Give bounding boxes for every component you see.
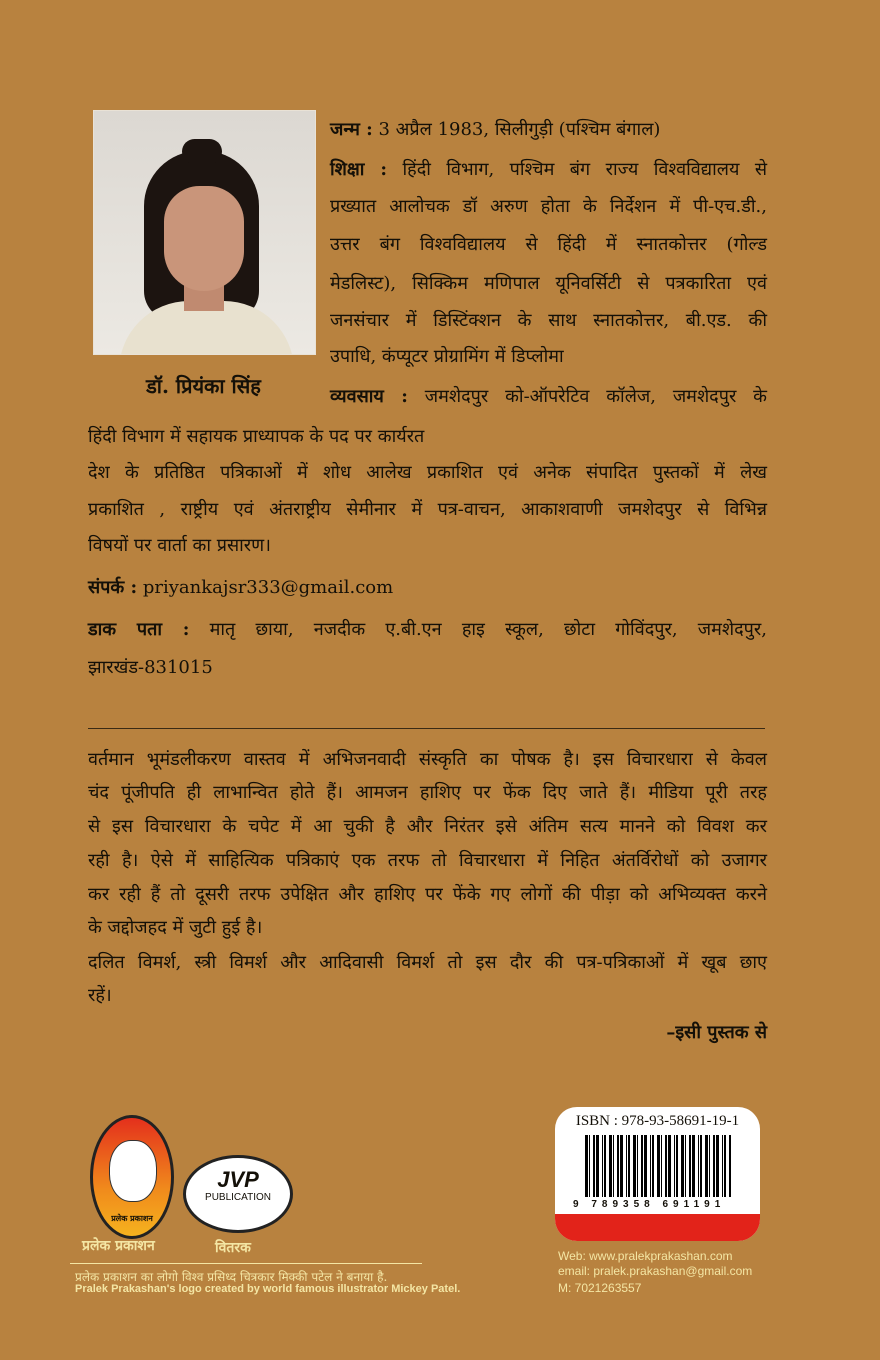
barcode-bar xyxy=(674,1135,675,1197)
barcode-bar xyxy=(689,1135,691,1197)
publisher-email: email: pralek.prakashan@gmail.com xyxy=(558,1264,753,1278)
barcode-bar xyxy=(692,1135,695,1197)
bio-line: हिंदी विभाग में सहायक प्राध्यापक के पद पर कार्यरत xyxy=(88,426,425,447)
barcode-bar xyxy=(637,1135,638,1197)
publisher-mobile: M: 7021263557 xyxy=(558,1281,642,1295)
barcode-bar xyxy=(729,1135,731,1197)
distributor-caption: वितरक xyxy=(215,1240,251,1256)
footer-english: Pralek Prakashan's logo created by world famous illustrator Mickey Patel. xyxy=(75,1283,461,1295)
barcode-bar xyxy=(620,1135,623,1197)
bio-birth: जन्म : 3 अप्रैल 1983, सिलीगुड़ी (पश्चिम बंगाल) xyxy=(330,119,661,140)
bio-line: उत्तर बंग विश्वविद्यालय से हिंदी में स्नातकोत्तर (गोल्ड xyxy=(330,234,767,255)
excerpt-line: रहें। xyxy=(88,985,112,1006)
excerpt-line: वर्तमान भूमंडलीकरण वास्तव में अभिजनवादी संस्कृति का पोषक है। इस विचारधारा से केवल xyxy=(88,749,767,770)
barcode-bar xyxy=(724,1135,726,1197)
bio-line: प्रकाशित , राष्ट्रीय एवं अंतराष्ट्रीय सेमीनार में पत्र-वाचन, आकाशवाणी जमशेदपुर से विभिन्न xyxy=(88,499,767,520)
isbn-barcode xyxy=(555,1107,760,1241)
bio-contact: संपर्क : priyankajsr333@gmail.com xyxy=(88,577,394,598)
barcode-bar xyxy=(650,1135,651,1197)
barcode-digits: 9 789358 691191 xyxy=(573,1199,726,1210)
excerpt-line: कर रही हैं तो दूसरी तरफ उपेक्षित और हाशिए पर फेंके गए लोगों की पीड़ा को अभिव्यक्त करने xyxy=(88,884,767,905)
bio-line: प्रख्यात आलोचक डॉ अरुण होता के निर्देशन में पी-एच.डी., xyxy=(330,196,767,217)
barcode-bar xyxy=(716,1135,719,1197)
jvp-publication-logo xyxy=(183,1155,293,1233)
barcode-bar xyxy=(668,1135,671,1197)
isbn-text: ISBN : 978-93-58691-19-1 xyxy=(575,1113,740,1129)
barcode-bar xyxy=(593,1135,595,1197)
barcode-bar xyxy=(685,1135,686,1197)
excerpt-line: दलित विमर्श, स्त्री विमर्श और आदिवासी विमर्श तो इस दौर की पत्र-पत्रिकाओं में खूब छाए xyxy=(88,952,767,973)
publisher-caption: प्रलेक प्रकाशन xyxy=(82,1238,155,1254)
barcode-bar xyxy=(609,1135,612,1197)
barcode-bar xyxy=(665,1135,667,1197)
barcode-bar xyxy=(641,1135,643,1197)
bio-occupation: व्यवसाय : जमशेदपुर को-ऑपरेटिव कॉलेज, जमशेदपुर के xyxy=(330,386,767,407)
bio-line: देश के प्रतिष्ठित पत्रिकाओं में शोध आलेख प्रकाशित एवं अनेक संपादित पुस्तकों में लेख xyxy=(88,462,767,483)
barcode-bar xyxy=(681,1135,684,1197)
barcode-bar xyxy=(604,1135,606,1197)
footer-divider xyxy=(70,1263,422,1264)
barcode-bar xyxy=(705,1135,708,1197)
barcode-bars xyxy=(585,1135,731,1197)
barcode-bar xyxy=(661,1135,662,1197)
barcode-bar xyxy=(626,1135,627,1197)
bio-line: विषयों पर वार्ता का प्रसारण। xyxy=(88,535,271,556)
pralek-prakashan-logo xyxy=(90,1115,174,1239)
jvp-logo-text: JVP xyxy=(217,1167,259,1192)
barcode-bar xyxy=(613,1135,614,1197)
barcode-bar xyxy=(644,1135,647,1197)
excerpt-line: रही है। ऐसे में साहित्यिक पत्रिकाएं एक तरफ तो विचारधारा में निहित अंतर्विरोधों को उजागर xyxy=(88,850,767,871)
barcode-bar xyxy=(633,1135,636,1197)
author-photo xyxy=(93,110,316,355)
bio-line: उपाधि, कंप्यूटर प्रोग्रामिंग में डिप्लोमा xyxy=(330,346,564,367)
bio-line: जनसंचार में डिस्टिंक्शन के साथ स्नातकोत्तर, बी.एड. की xyxy=(330,310,767,331)
barcode-bar xyxy=(676,1135,678,1197)
barcode-bar xyxy=(652,1135,654,1197)
barcode-bar xyxy=(596,1135,599,1197)
bio-line: मेडलिस्ट), सिक्किम मणिपाल यूनिवर्सिटी से पत्रकारिता एवं xyxy=(330,273,767,294)
publisher-web: Web: www.pralekprakashan.com xyxy=(558,1249,733,1263)
excerpt-line: से इस विचारधारा के चपेट में आ चुकी है और निरंतर इसे अंतिम सत्य मानने को विवश कर xyxy=(88,816,767,837)
barcode-bar xyxy=(709,1135,710,1197)
excerpt-source: –इसी पुस्तक से xyxy=(666,1022,767,1043)
barcode-bar xyxy=(698,1135,699,1197)
excerpt-line: चंद पूंजीपति ही लाभान्वित होते हैं। आमजन हाशिए पर फेंक दिए जाते हैं। मीडिया पूरी तरह xyxy=(88,782,767,803)
barcode-bar xyxy=(589,1135,590,1197)
logo-figure xyxy=(109,1140,157,1202)
barcode-bar xyxy=(585,1135,588,1197)
barcode-bar xyxy=(657,1135,660,1197)
footer-hindi: प्रलेक प्रकाशन का लोगो विश्व प्रसिध्द चित्रकार मिक्की पटेल ने बनाया है. xyxy=(75,1270,388,1284)
barcode-bar xyxy=(713,1135,715,1197)
barcode-bar xyxy=(617,1135,619,1197)
logo-text: प्रलेक प्रकाशन xyxy=(111,1213,153,1223)
divider xyxy=(88,728,765,729)
excerpt-line: के जद्दोजहद में जुटी हुई है। xyxy=(88,917,263,938)
barcode-bar xyxy=(700,1135,702,1197)
barcode-bar xyxy=(602,1135,603,1197)
barcode-red-band xyxy=(555,1214,760,1241)
bio-address: डाक पता : मातृ छाया, नजदीक ए.बी.एन हाइ स्कूल, छोटा गोविंदपुर, जमशेदपुर, xyxy=(88,619,767,640)
jvp-logo-sub: PUBLICATION xyxy=(205,1192,271,1203)
barcode-bar xyxy=(722,1135,723,1197)
bio-line: झारखंड-831015 xyxy=(88,657,213,678)
bio-education: शिक्षा : हिंदी विभाग, पश्चिम बंग राज्य विश्वविद्यालय से xyxy=(330,159,767,180)
author-name: डॉ. प्रियंका सिंह xyxy=(146,374,261,398)
barcode-bar xyxy=(628,1135,630,1197)
